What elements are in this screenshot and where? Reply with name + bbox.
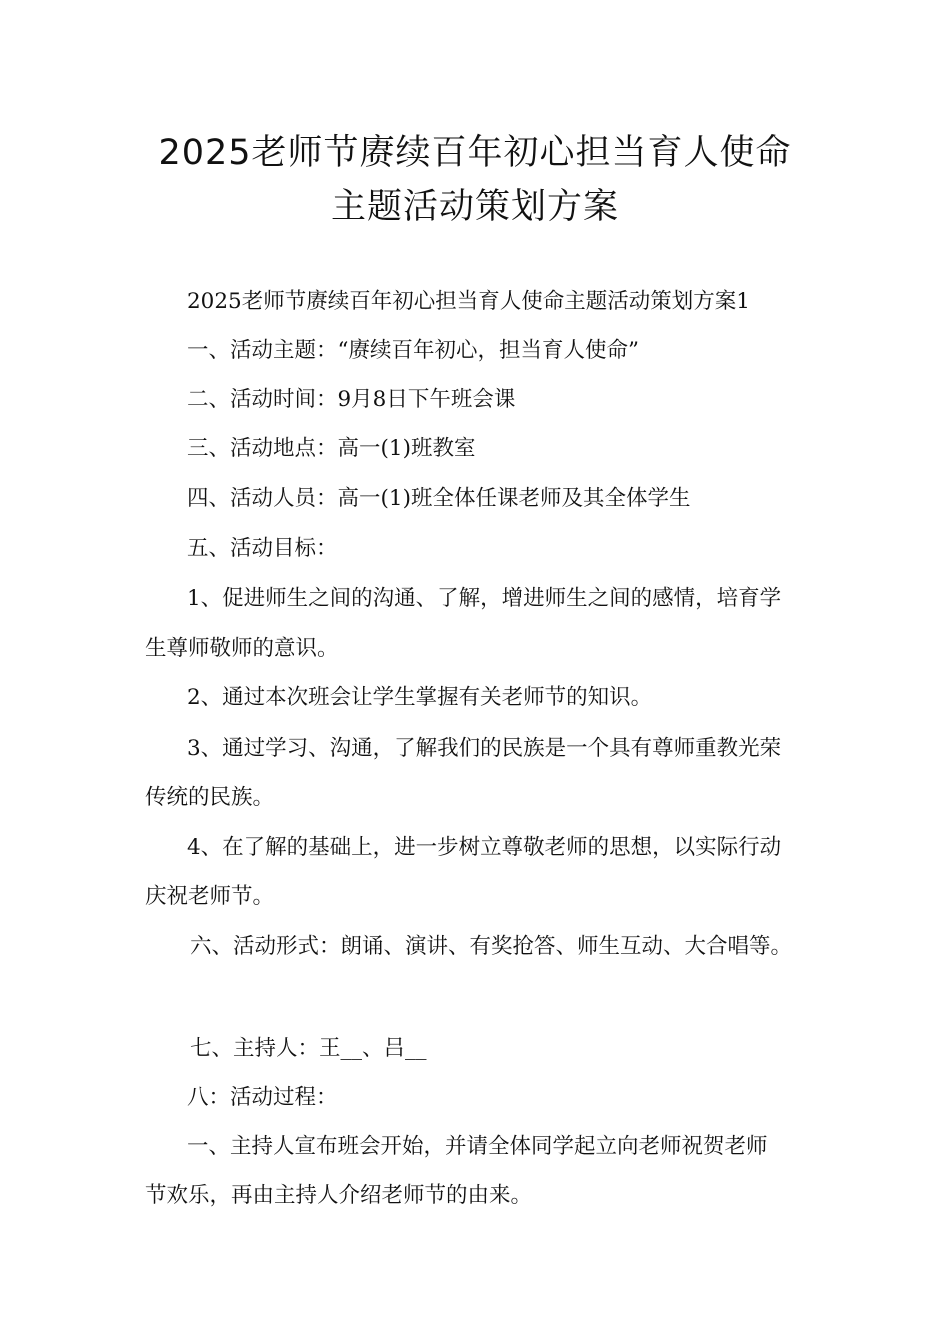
activity-goals-heading: 五、活动目标：	[187, 536, 338, 561]
activity-format: 六、活动形式：朗诵、演讲、有奖抢答、师生互动、大合唱等。	[190, 934, 793, 959]
goal-2: 2、通过本次班会让学生掌握有关老师节的知识。	[187, 685, 653, 710]
activity-process-heading: 八：活动过程：	[187, 1085, 338, 1110]
document-title-line-1: 2025老师节赓续百年初心担当育人使命	[158, 133, 792, 173]
activity-location: 三、活动地点：高一(1)班教室	[187, 436, 476, 461]
goal-3-line-2: 传统的民族。	[145, 785, 275, 810]
process-step-1-line-2: 节欢乐，再由主持人介绍老师节的由来。	[145, 1183, 533, 1208]
activity-time: 二、活动时间：9月8日下午班会课	[187, 387, 516, 412]
activity-theme: 一、活动主题：“赓续百年初心，担当育人使命”	[187, 338, 639, 363]
goal-3-line-1: 3、通过学习、沟通，了解我们的民族是一个具有尊师重教光荣	[187, 736, 782, 761]
activity-participants: 四、活动人员：高一(1)班全体任课老师及其全体学生	[187, 486, 691, 511]
process-step-1-line-1: 一、主持人宣布班会开始，并请全体同学起立向老师祝贺老师	[187, 1134, 768, 1159]
goal-4-line-2: 庆祝老师节。	[145, 884, 275, 909]
goal-1-line-2: 生尊师敬师的意识。	[145, 636, 339, 661]
document-title-line-2: 主题活动策划方案	[330, 187, 619, 227]
hosts: 七、主持人：王__、吕__	[190, 1036, 427, 1061]
plan-heading: 2025老师节赓续百年初心担当育人使命主题活动策划方案1	[187, 289, 750, 314]
goal-4-line-1: 4、在了解的基础上，进一步树立尊敬老师的思想，以实际行动	[187, 835, 782, 860]
goal-1-line-1: 1、促进师生之间的沟通、了解，增进师生之间的感情，培育学	[187, 586, 782, 611]
